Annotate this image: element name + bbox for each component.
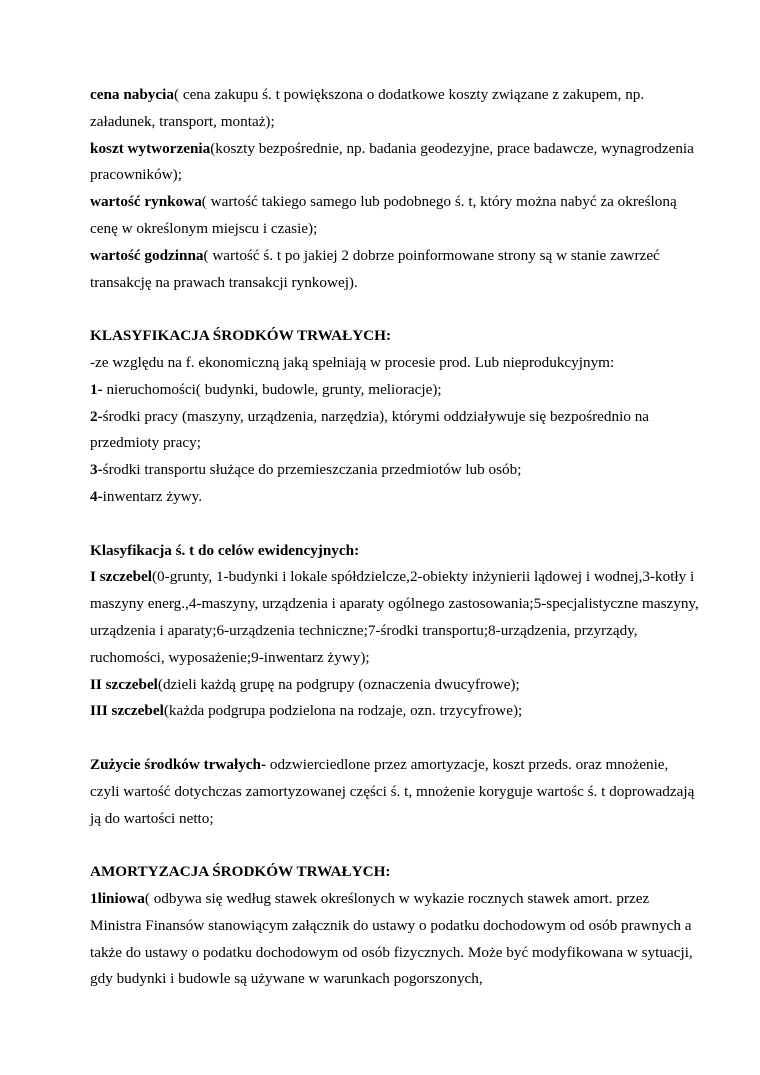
definition-cena-nabycia — [90, 82, 700, 136]
term: 1liniowa — [90, 889, 145, 907]
heading-ewidencja: Klasyfikacja ś. t do celów ewidencyjnych: — [90, 541, 360, 559]
paragraph-text: ( odbywa się według stawek określonych w wykazie rocznych stawek amort. przez Ministra Finansów stanowiącym załącznik do ustawy o podatku dochodowym od osób prawnych a także do ustawy o podatku dochodowym od osób fizycznych. Może być modyfikowana w sytuacji, gdy budynki i budowle są używane w warunkach pogorszonych, — [90, 889, 693, 988]
klasyfikacja-item — [90, 457, 700, 484]
spacer — [90, 832, 700, 859]
definition-text: ( wartość takiego samego lub podobnego ś. t, który można nabyć za określoną cenę w określonym miejscu i czasie); — [90, 193, 677, 237]
term: II szczebel — [90, 675, 158, 693]
klasyfikacja-item — [90, 377, 700, 404]
item-text: nieruchomości( budynki, budowle, grunty, melioracje); — [102, 380, 442, 398]
item-text: (dzieli każdą grupę na podgrupy (oznaczenia dwucyfrowe); — [157, 675, 520, 693]
spacer — [90, 296, 700, 323]
heading-klasyfikacja: KLASYFIKACJA ŚRODKÓW TRWAŁYCH: — [90, 327, 392, 345]
spacer — [90, 511, 700, 538]
spacer — [90, 725, 700, 752]
ewidencja-item — [90, 672, 700, 699]
item-text: (0-grunty, 1-budynki i lokale spółdzielcze,2-obiekty inżynierii lądowej i wodnej,3-kotły i maszyny energ.,4-maszyny, urządzenia i aparaty ogólnego zastosowania;5-specjalistyczne maszyny, urządzenia i aparaty;6-urządzenia techniczne;7-środki transportu;8-urządzenia, przyrządy, ruchomości, wyposażenie;9-inwentarz żywy); — [90, 568, 699, 666]
term: wartość rynkowa — [90, 193, 202, 211]
zuzycie-paragraph — [90, 752, 700, 832]
term: wartość godzinna — [90, 246, 204, 264]
term: III szczebel — [90, 702, 164, 720]
term: Zużycie środków trwałych- — [90, 755, 267, 773]
heading-amortyzacja: AMORTYZACJA ŚRODKÓW TRWAŁYCH: — [90, 863, 391, 881]
klasyfikacja-item — [90, 484, 700, 511]
definition-text: ( wartość ś. t po jakiej 2 dobrze poinformowane strony są w stanie zawrzeć transakcję na prawach transakcji rynkowej). — [90, 246, 660, 291]
item-text: środki pracy (maszyny, urządzenia, narzędzia), którymi oddziaływuje się bezpośrednio na przedmioty pracy; — [90, 407, 650, 452]
definition-koszt-wytworzenia — [90, 136, 700, 190]
item-number: 4- — [90, 487, 103, 505]
item-text: (każda podgrupa podzielona na rodzaje, ozn. trzycyfrowe); — [163, 702, 523, 720]
item-text: inwentarz żywy. — [102, 487, 203, 505]
item-number: 3- — [90, 461, 103, 479]
term: koszt wytworzenia — [90, 139, 211, 157]
item-number: 2- — [90, 407, 103, 425]
amortyzacja-paragraph — [90, 886, 700, 993]
definition-wartosc-rynkowa — [90, 189, 700, 243]
definition-text: (koszty bezpośrednie, np. badania geodezyjne, prace badawcze, wynagrodzenia pracowników); — [90, 139, 694, 184]
item-text: środki transportu służące do przemieszczania przedmiotów lub osób; — [102, 461, 522, 479]
definition-wartosc-godzinna — [90, 243, 700, 297]
definition-text: ( cena zakupu ś. t powiększona o dodatkowe koszty związane z zakupem, np. załadunek, transport, montaż); — [90, 86, 645, 130]
klasyfikacja-item — [90, 404, 700, 458]
paragraph-text: odzwierciedlone przez amortyzacje, koszt przeds. oraz mnożenie, czyli wartość dotychczas zamortyzowanej części ś. t, mnożenie koryguje wartośc ś. t doprowadzają ją do wartości netto; — [90, 755, 695, 827]
ewidencja-item — [90, 564, 700, 671]
term: I szczebel — [90, 568, 152, 586]
item-number: 1- — [90, 380, 103, 398]
ewidencja-item — [90, 698, 700, 725]
klasyfikacja-intro: -ze względu na f. ekonomiczną jaką spełniają w procesie prod. Lub nieprodukcyjnym: — [90, 353, 615, 371]
term: cena nabycia — [90, 86, 174, 103]
